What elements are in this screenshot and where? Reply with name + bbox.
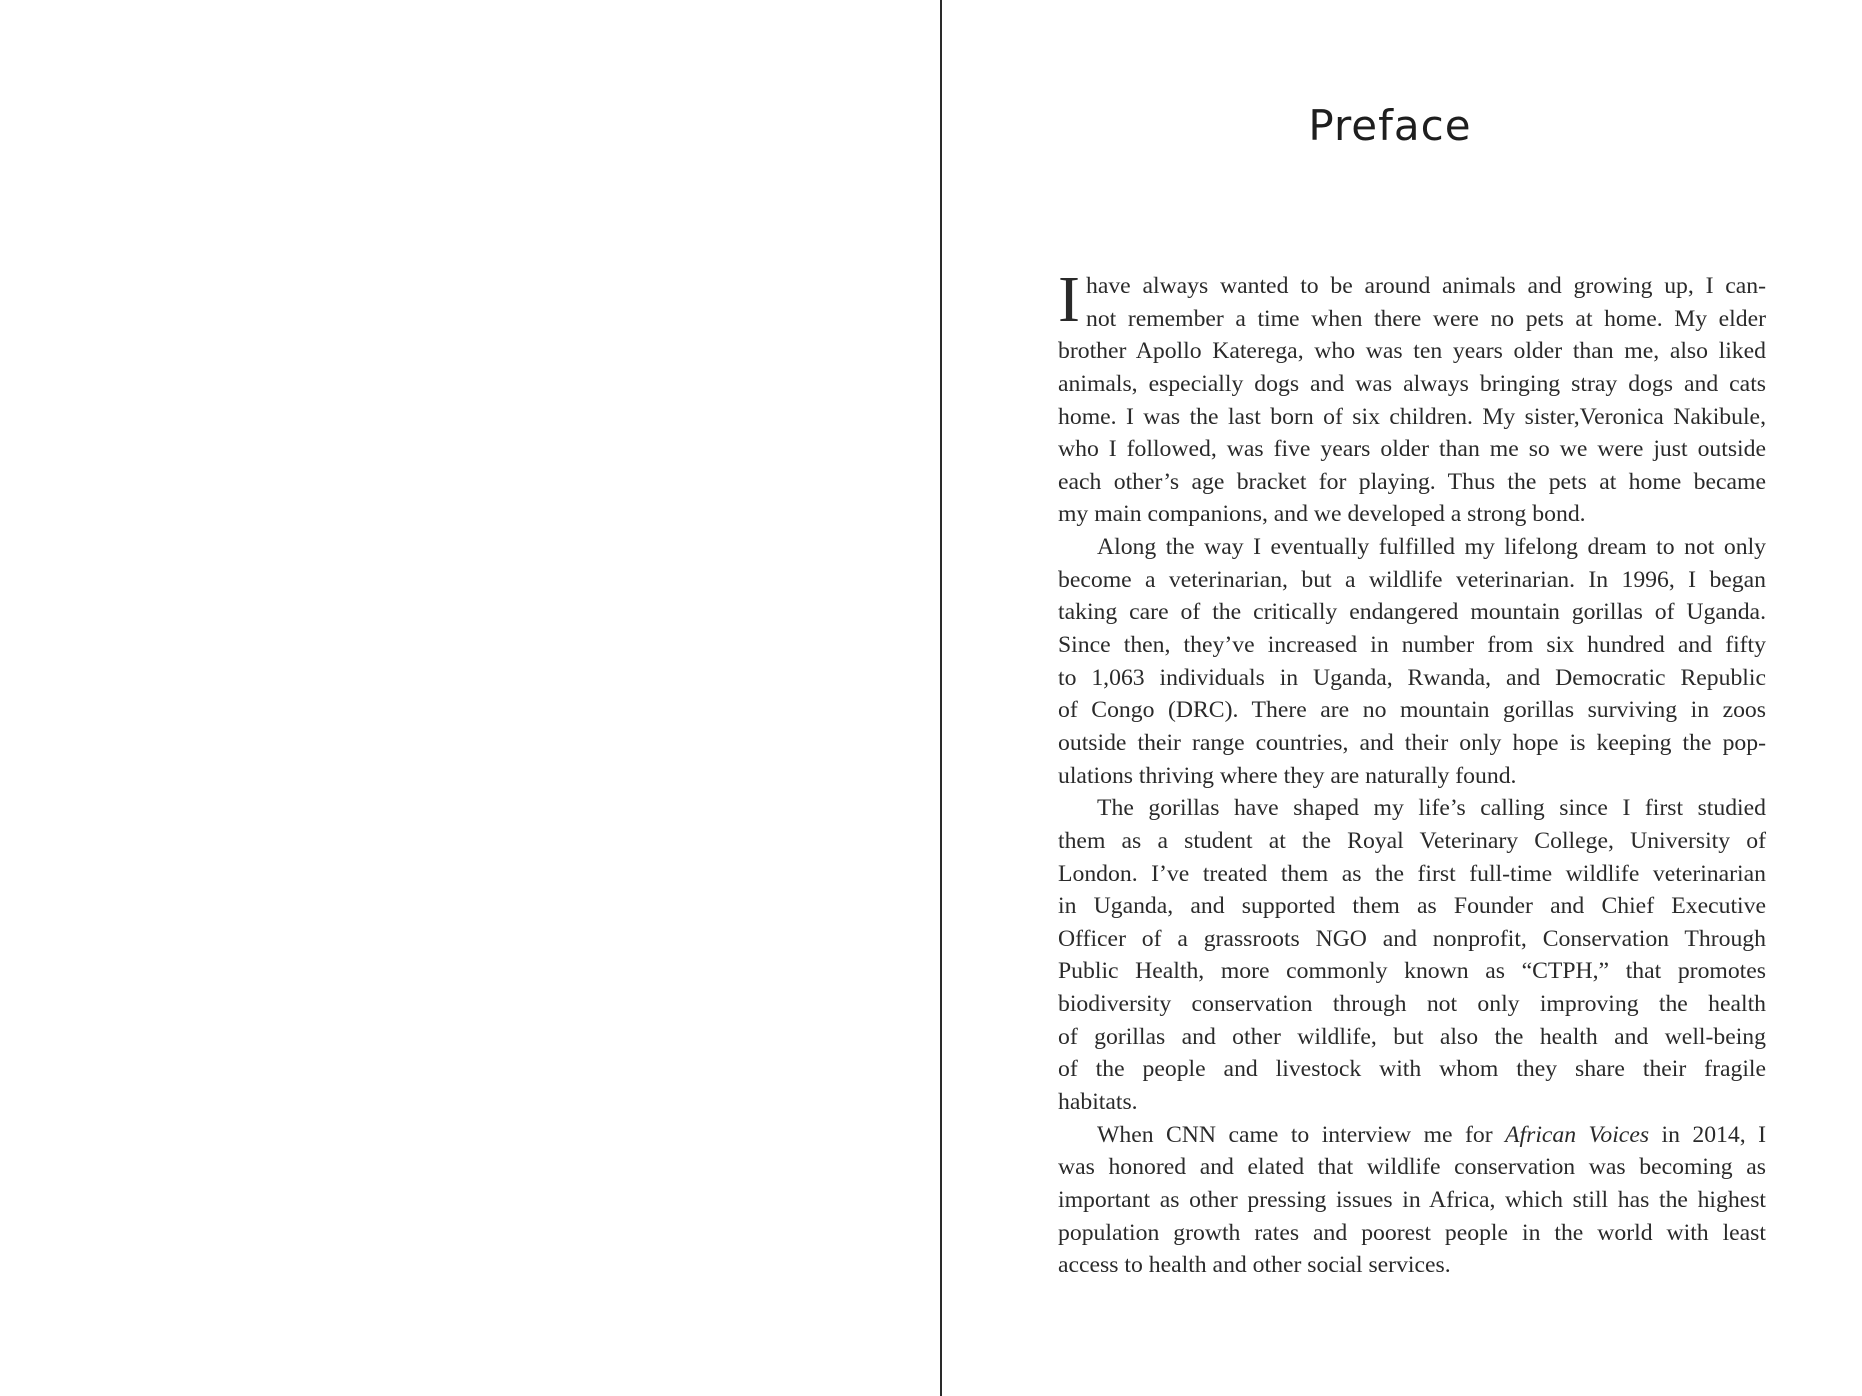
paragraph-line: access to health and other social services.: [1058, 1252, 1451, 1279]
paragraph-line: Along the way I eventually fulfilled my lifelong dream to not only: [1097, 534, 1766, 561]
paragraph-line: each other’s age bracket for playing. Thus the pets at home became: [1058, 468, 1766, 495]
text-run: When CNN came to interview me for: [1097, 1121, 1506, 1148]
paragraph-line: who I followed, was five years older than me so we were just outside: [1058, 436, 1766, 463]
paragraph-line: my main companions, and we developed a strong bond.: [1058, 501, 1586, 528]
paragraph-line: brother Apollo Katerega, who was ten years older than me, also liked: [1058, 338, 1766, 365]
paragraph-line: outside their range countries, and their only hope is keeping the pop-: [1058, 729, 1766, 756]
paragraph-line: The gorillas have shaped my life’s calling since I first studied: [1097, 795, 1766, 822]
drop-cap: I: [1058, 263, 1080, 336]
paragraph-line: was honored and elated that wildlife conservation was becoming as: [1058, 1154, 1766, 1181]
paragraph-line: in Uganda, and supported them as Founder and Chief Executive: [1058, 893, 1766, 920]
paragraph-4: [1058, 1119, 1766, 1282]
preface-body: [1058, 263, 1766, 1282]
paragraph-line: of Congo (DRC). There are no mountain gorillas surviving in zoos: [1058, 697, 1766, 724]
paragraph-line: taking care of the critically endangered mountain gorillas of Uganda.: [1058, 599, 1766, 626]
paragraph-line: them as a student at the Royal Veterinary College, University of: [1058, 827, 1766, 854]
paragraph-line: animals, especially dogs and was always bringing stray dogs and cats: [1058, 370, 1766, 397]
paragraph-line: of the people and livestock with whom they share their fragile: [1058, 1056, 1766, 1083]
paragraph-line: home. I was the last born of six children. My sister,Veronica Nakibule,: [1058, 403, 1766, 430]
paragraph-line: Officer of a grassroots NGO and nonprofit, Conservation Through: [1058, 925, 1766, 952]
right-page: [942, 0, 1862, 1396]
paragraph-3: [1058, 792, 1766, 1118]
paragraph-line: have always wanted to be around animals and growing up, I can-: [1085, 273, 1766, 299]
chapter-title: Preface: [1308, 101, 1472, 150]
paragraph-1: [1058, 263, 1766, 531]
paragraph-line: of gorillas and other wildlife, but also the health and well-being: [1058, 1023, 1766, 1050]
text-run: in 2014, I: [1649, 1121, 1766, 1148]
paragraph-line: to 1,063 individuals in Uganda, Rwanda, and Democratic Republic: [1058, 664, 1766, 691]
paragraph-line: become a veterinarian, but a wildlife veterinarian. In 1996, I began: [1058, 566, 1766, 593]
paragraph-2: [1058, 531, 1766, 792]
paragraph-line: London. I’ve treated them as the first full-time wildlife veterinarian: [1058, 860, 1766, 887]
paragraph-line: Since then, they’ve increased in number from six hundred and fifty: [1058, 632, 1766, 659]
paragraph-line: biodiversity conservation through not only improving the health: [1058, 991, 1766, 1018]
paragraph-line: habitats.: [1058, 1089, 1138, 1116]
paragraph-line: Public Health, more commonly known as “CTPH,” that promotes: [1058, 958, 1766, 985]
paragraph-line: important as other pressing issues in Africa, which still has the highest: [1058, 1186, 1766, 1213]
publication-title: African Voices: [1505, 1121, 1650, 1148]
paragraph-line: population growth rates and poorest people in the world with least: [1058, 1219, 1766, 1246]
paragraph-line-with-italic: [1058, 1119, 1766, 1152]
paragraph-line: not remember a time when there were no pets at home. My elder: [1085, 305, 1766, 332]
paragraph-line: ulations thriving where they are naturally found.: [1058, 762, 1517, 789]
